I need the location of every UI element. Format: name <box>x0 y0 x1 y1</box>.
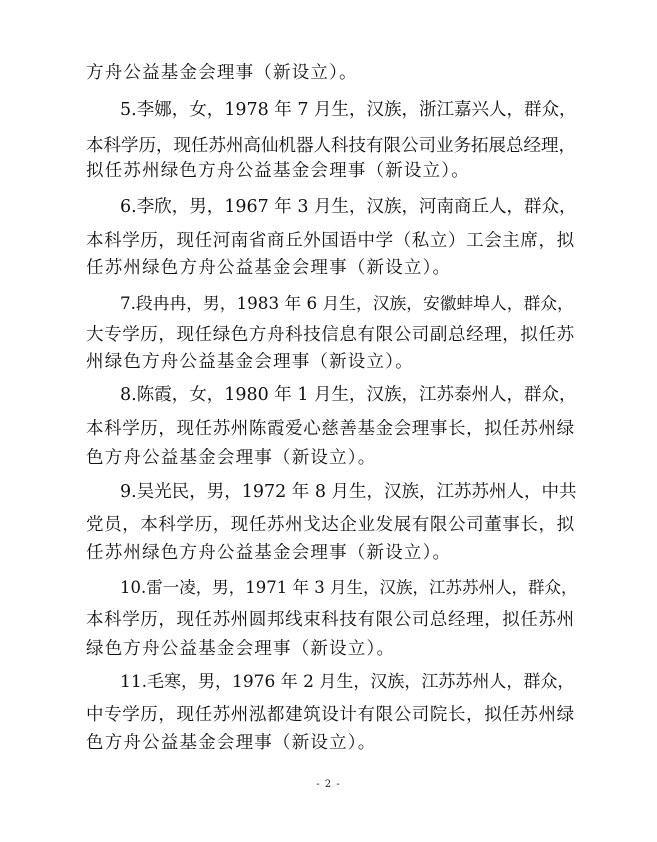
text-line: 任苏州绿色方舟公益基金会理事（新设立）。 <box>86 258 452 278</box>
text-line: 大专学历，现任绿色方舟科技信息有限公司副总经理，拟任苏 <box>86 325 575 345</box>
paragraph-first-line: 11.毛寒，男，1976 年 2 月生，汉族，江苏苏州人，群众， <box>120 672 575 692</box>
text-line: 色方舟公益基金会理事（新设立）。 <box>86 448 377 468</box>
paragraph-first-line: 10.雷一凌，男，1971 年 3 月生，汉族，江苏苏州人，群众， <box>120 578 578 597</box>
text-line: 本科学历，现任苏州陈霞爱心慈善基金会理事长，拟任苏州绿 <box>86 419 575 439</box>
paragraph-first-line: 7.段冉冉，男，1983 年 6 月生，汉族，安徽蚌埠人，群众， <box>120 293 574 313</box>
text-line: 州绿色方舟公益基金会理事（新设立）。 <box>86 352 414 372</box>
paragraph-first-line: 9.吴光民，男，1972 年 8 月生，汉族，江苏苏州人，中共 <box>120 482 577 502</box>
text-line: 本科学历，现任苏州高仙机器人科技有限公司业务拓展总经理， <box>86 136 576 156</box>
text-line: 本科学历，现任河南省商丘外国语中学（私立）工会主席，拟 <box>86 231 575 251</box>
text-line: 中专学历，现任苏州泓都建筑设计有限公司院长，拟任苏州绿 <box>86 705 575 725</box>
paragraph-first-line: 6.李欣，男，1967 年 3 月生，汉族，河南商丘人，群众， <box>120 197 577 217</box>
paragraph-first-line: 8.陈霞，女，1980 年 1 月生，汉族，江苏泰州人，群众， <box>120 385 577 405</box>
page-number: - 2 - <box>316 779 341 790</box>
text-line: 任苏州绿色方舟公益基金会理事（新设立）。 <box>86 543 452 563</box>
text-line: 方舟公益基金会理事（新设立）。 <box>86 63 358 83</box>
text-line: 拟任苏州绿色方舟公益基金会理事（新设立）。 <box>86 161 470 181</box>
paragraph-first-line: 5.李娜，女，1978 年 7 月生，汉族，浙江嘉兴人，群众， <box>120 100 577 120</box>
text-line: 本科学历，现任苏州圆邦线束科技有限公司总经理，拟任苏州 <box>86 610 575 630</box>
text-line: 色方舟公益基金会理事（新设立）。 <box>86 733 377 753</box>
text-line: 党员，本科学历，现任苏州戈达企业发展有限公司董事长，拟 <box>86 515 575 535</box>
text-line: 绿色方舟公益基金会理事（新设立）。 <box>86 639 396 659</box>
